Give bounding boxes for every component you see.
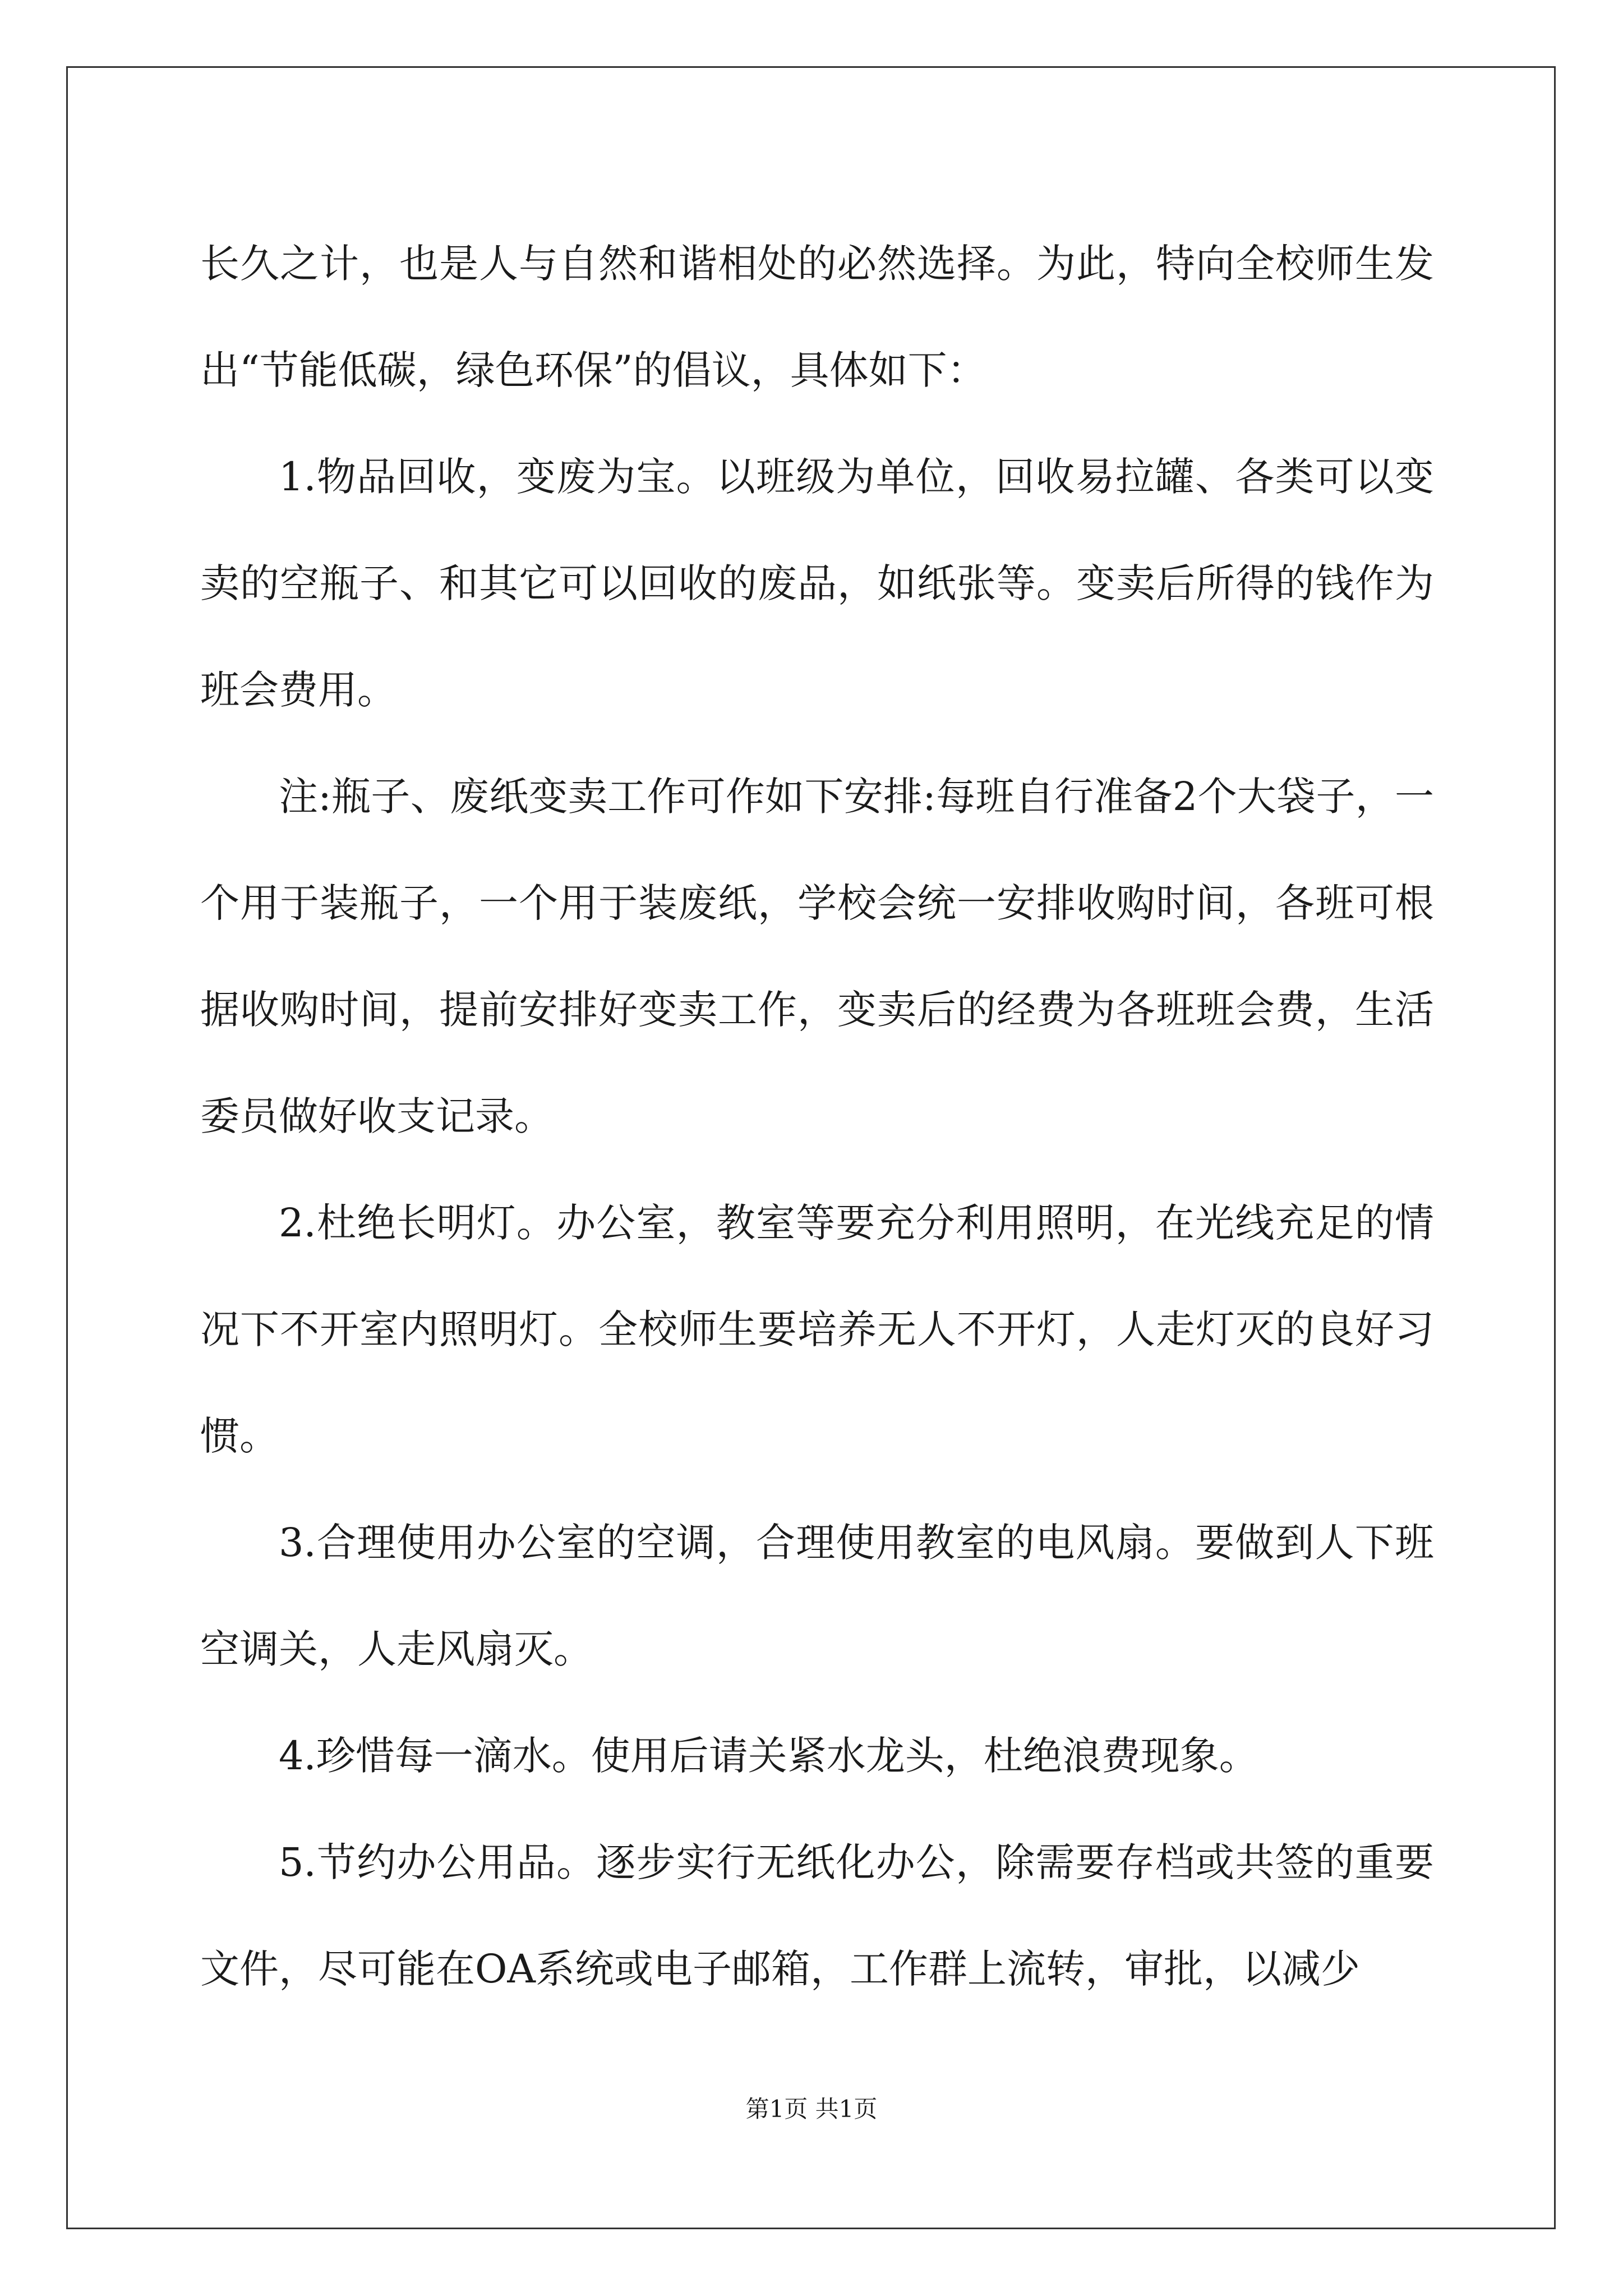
paragraph-item-3: 3.合理使用办公室的空调，合理使用教室的电风扇。要做到人下班空调关，人走风扇灭。: [200, 1520, 1434, 1672]
paragraph-item-4: 4.珍惜每一滴水。使用后请关紧水龙头，杜绝浪费现象。: [279, 1733, 1258, 1779]
page-footer: 第1页 共1页: [745, 2095, 878, 2123]
paragraph-note: 注:瓶子、废纸变卖工作可作如下安排:每班自行准备2个大袋子，一个用于装瓶子，一个用于装废纸，学校会统一安排收购时间，各班可根据收购时间，提前安排好变卖工作，变卖后的经费为各班班会费，生活委员做好收支记录。: [200, 774, 1434, 1139]
paragraph-item-1: 1.物品回收，变废为宝。以班级为单位，回收易拉罐、各类可以变卖的空瓶子、和其它可以回收的废品，如纸张等。变卖后所得的钱作为班会费用。: [200, 454, 1434, 713]
paragraph-item-2: 2.杜绝长明灯。办公室，教室等要充分利用照明，在光线充足的情况下不开室内照明灯。全校师生要培养无人不开灯，人走灯灭的良好习惯。: [200, 1200, 1434, 1459]
paragraph-item-5: 5.节约办公用品。逐步实行无纸化办公，除需要存档或共签的重要文件，尽可能在OA系统或电子邮箱，工作群上流转，审批，以减少: [200, 1839, 1434, 1992]
document-body: [200, 210, 1434, 2022]
paragraph-intro: 长久之计，也是人与自然和谐相处的必然选择。为此，特向全校师生发出“节能低碳，绿色环保”的倡议，具体如下：: [200, 241, 1434, 393]
